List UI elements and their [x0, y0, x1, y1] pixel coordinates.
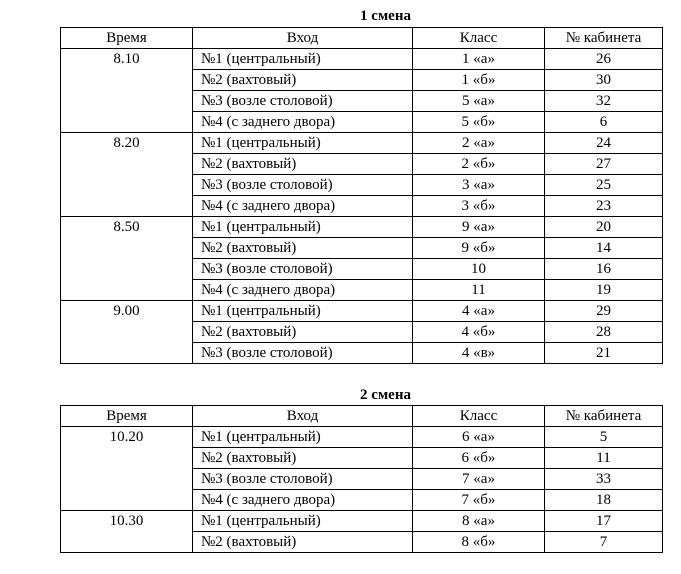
class-cell: 11 [413, 280, 545, 301]
class-cell: 4 «б» [413, 322, 545, 343]
room-cell: 30 [545, 70, 663, 91]
header-entrance: Вход [193, 406, 413, 427]
class-cell: 9 «б» [413, 238, 545, 259]
class-cell: 9 «а» [413, 217, 545, 238]
table-row [61, 49, 663, 70]
entrance-cell: №1 (центральный) [193, 301, 413, 322]
class-cell: 10 [413, 259, 545, 280]
room-cell: 32 [545, 91, 663, 112]
entrance-cell: №4 (с заднего двора) [193, 280, 413, 301]
room-cell: 20 [545, 217, 663, 238]
entrance-cell: №2 (вахтовый) [193, 154, 413, 175]
header-room: № кабинета [545, 28, 663, 49]
room-cell: 26 [545, 49, 663, 70]
table-row [61, 133, 663, 154]
entrance-cell: №2 (вахтовый) [193, 322, 413, 343]
class-cell: 8 «б» [413, 532, 545, 553]
entrance-cell: №1 (центральный) [193, 511, 413, 532]
table-header-row [61, 28, 663, 49]
entrance-cell: №4 (с заднего двора) [193, 490, 413, 511]
entrance-cell: №4 (с заднего двора) [193, 196, 413, 217]
entrance-cell: №2 (вахтовый) [193, 70, 413, 91]
shift-1-table [60, 27, 663, 364]
shift-1-title: 1 смена [360, 8, 411, 24]
entrance-cell: №2 (вахтовый) [193, 448, 413, 469]
class-cell: 1 «б» [413, 70, 545, 91]
time-cell: 9.00 [61, 301, 193, 364]
entrance-cell: №3 (возле столовой) [193, 175, 413, 196]
time-cell: 10.30 [61, 511, 193, 553]
header-class: Класс [413, 406, 545, 427]
table-header-row [61, 406, 663, 427]
entrance-cell: №3 (возле столовой) [193, 259, 413, 280]
room-cell: 28 [545, 322, 663, 343]
table-row [61, 511, 663, 532]
header-room: № кабинета [545, 406, 663, 427]
room-cell: 33 [545, 469, 663, 490]
room-cell: 16 [545, 259, 663, 280]
entrance-cell: №1 (центральный) [193, 133, 413, 154]
header-class: Класс [413, 28, 545, 49]
class-cell: 3 «б» [413, 196, 545, 217]
class-cell: 5 «а» [413, 91, 545, 112]
class-cell: 8 «а» [413, 511, 545, 532]
room-cell: 5 [545, 427, 663, 448]
entrance-cell: №3 (возле столовой) [193, 469, 413, 490]
entrance-cell: №3 (возле столовой) [193, 343, 413, 364]
class-cell: 6 «б» [413, 448, 545, 469]
room-cell: 14 [545, 238, 663, 259]
room-cell: 21 [545, 343, 663, 364]
time-cell: 8.10 [61, 49, 193, 133]
room-cell: 27 [545, 154, 663, 175]
room-cell: 25 [545, 175, 663, 196]
entrance-cell: №1 (центральный) [193, 49, 413, 70]
class-cell: 3 «а» [413, 175, 545, 196]
room-cell: 18 [545, 490, 663, 511]
class-cell: 6 «а» [413, 427, 545, 448]
room-cell: 23 [545, 196, 663, 217]
class-cell: 2 «б» [413, 154, 545, 175]
header-entrance: Вход [193, 28, 413, 49]
room-cell: 17 [545, 511, 663, 532]
room-cell: 7 [545, 532, 663, 553]
class-cell: 4 «в» [413, 343, 545, 364]
entrance-cell: №3 (возле столовой) [193, 91, 413, 112]
time-cell: 10.20 [61, 427, 193, 511]
room-cell: 11 [545, 448, 663, 469]
class-cell: 7 «а» [413, 469, 545, 490]
room-cell: 19 [545, 280, 663, 301]
table-row [61, 217, 663, 238]
room-cell: 6 [545, 112, 663, 133]
class-cell: 7 «б» [413, 490, 545, 511]
room-cell: 29 [545, 301, 663, 322]
entrance-cell: №4 (с заднего двора) [193, 112, 413, 133]
class-cell: 5 «б» [413, 112, 545, 133]
entrance-cell: №2 (вахтовый) [193, 532, 413, 553]
shift-2-table [60, 405, 663, 553]
table-row [61, 427, 663, 448]
shift-2-title: 2 смена [360, 387, 411, 403]
entrance-cell: №1 (центральный) [193, 217, 413, 238]
header-time: Время [61, 406, 193, 427]
table-row [61, 301, 663, 322]
entrance-cell: №1 (центральный) [193, 427, 413, 448]
class-cell: 1 «а» [413, 49, 545, 70]
room-cell: 24 [545, 133, 663, 154]
class-cell: 4 «а» [413, 301, 545, 322]
time-cell: 8.50 [61, 217, 193, 301]
class-cell: 2 «а» [413, 133, 545, 154]
entrance-cell: №2 (вахтовый) [193, 238, 413, 259]
time-cell: 8.20 [61, 133, 193, 217]
header-time: Время [61, 28, 193, 49]
